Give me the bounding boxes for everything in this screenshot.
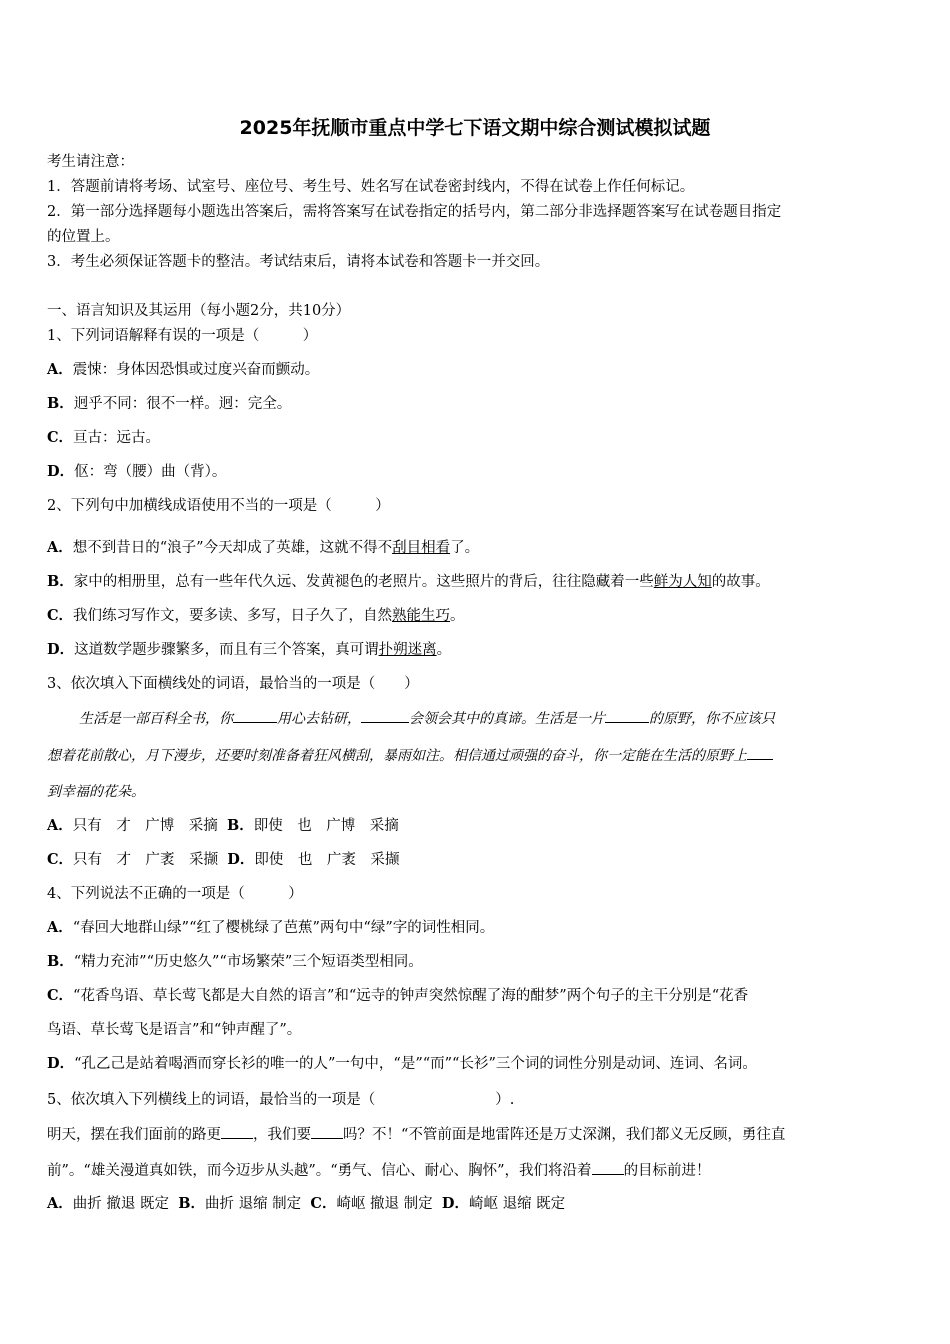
stem-text: ）.	[495, 1092, 515, 1108]
option-text: 。	[436, 642, 452, 658]
notice-item: 的位置上。	[47, 229, 120, 245]
option-letter: C．	[310, 1195, 337, 1212]
passage-line	[47, 1124, 785, 1145]
option-letter: D．	[441, 1195, 469, 1212]
option-text: 想不到昔日的“浪子”今天却成了英雄，这就不得不	[72, 540, 393, 556]
option-letter: C．	[47, 987, 74, 1004]
option-text: 家中的相册里，总有一些年代久远、发黄褪色的老照片。这些照片的背后，往往隐藏着一些	[73, 574, 654, 590]
option-letter: D．	[47, 463, 75, 480]
notice-item: 3．考生必须保证答题卡的整洁。考试结束后，请将本试卷和答题卡一并交回。	[47, 254, 550, 270]
underlined-idiom: 鲜为人知	[653, 574, 712, 590]
option-text: 崎岖 撤退 制定	[336, 1196, 433, 1212]
passage-text: 会领会其中的真谛。生活是一片	[409, 711, 605, 727]
option	[47, 606, 465, 626]
notice-item: 1．答题前请将考场、试室号、座位号、考生号、姓名写在试卷密封线内，不得在试卷上作任何标记。	[47, 179, 695, 195]
fill-blank	[311, 1124, 343, 1139]
fill-blank	[747, 745, 773, 760]
option-text: 崎岖 退缩 既定	[468, 1196, 566, 1212]
question-stem: 1、下列词语解释有误的一项是（ ）	[47, 328, 318, 344]
option-text: 只有 才 广博 采摘	[72, 818, 218, 834]
option-letter: B．	[47, 573, 74, 590]
option-letter: D．	[227, 851, 255, 868]
option-letter: D．	[47, 1055, 75, 1072]
option-text: 震悚：身体因恐惧或过度兴奋而颤动。	[72, 362, 320, 378]
fill-blank	[361, 708, 409, 723]
question-stem	[47, 1090, 514, 1110]
fill-blank	[605, 708, 649, 723]
option	[47, 538, 479, 558]
option	[47, 394, 291, 414]
passage-line	[47, 745, 773, 766]
passage-text: 的原野，你不应该只	[649, 711, 775, 727]
option-letter: D．	[47, 641, 75, 658]
option	[47, 640, 451, 660]
option	[47, 360, 319, 380]
passage-text: 想着花前散心，月下漫步，还要时刻准备着狂风横刮，暴雨如注。相信通过顽强的奋斗，你一定能在生活的原野上	[47, 748, 747, 764]
question-stem: 3、依次填入下面横线处的词语，最恰当的一项是（ ）	[47, 676, 419, 692]
option-text: 伛：弯（腰）曲（背）。	[74, 464, 227, 480]
option-text: “精力充沛”“历史悠久”“市场繁荣”三个短语类型相同。	[73, 954, 423, 970]
option-text: “花香鸟语、草长莺飞都是大自然的语言”和“远寺的钟声突然惊醒了海的酣梦”两个句子的主干分别是“花香	[73, 988, 749, 1004]
option-letter: C．	[47, 851, 74, 868]
notice-heading: 考生请注意：	[47, 154, 134, 170]
option-letter: A．	[47, 361, 73, 378]
question-stem: 2、下列句中加横线成语使用不当的一项是（ ）	[47, 498, 390, 514]
option	[47, 952, 423, 972]
option-letter: B．	[226, 817, 254, 834]
option-letter: C．	[47, 429, 74, 446]
option-text: 亘古：远古。	[73, 430, 161, 446]
passage-text: 明天，摆在我们面前的路更	[47, 1127, 221, 1143]
option-text: 即使 也 广博 采摘	[253, 818, 399, 834]
option	[47, 986, 748, 1006]
option-text: “春回大地群山绿”“红了樱桃绿了芭蕉”两句中“绿”字的词性相同。	[72, 920, 495, 936]
option-text: 这道数学题步骤繁多，而且有三个答案，真可谓	[74, 642, 379, 658]
passage-text: 吗？不！“不管前面是地雷阵还是万丈深渊，我们都义无反顾，勇往直	[343, 1127, 786, 1143]
option-text: 曲折 撤退 既定	[72, 1196, 169, 1212]
option-letter: C．	[47, 607, 74, 624]
option-text: 曲折 退缩 制定	[204, 1196, 302, 1212]
option-text: 了。	[450, 540, 480, 556]
passage-text: 的目标前进！	[623, 1163, 711, 1179]
notice-item: 2．第一部分选择题每小题选出答案后，需将答案写在试卷指定的括号内，第二部分非选择题答案写在试卷题目指定	[47, 204, 782, 220]
passage-line	[47, 1160, 711, 1181]
fill-blank	[221, 1124, 253, 1139]
option-letter: A．	[47, 817, 73, 834]
option-letter: A．	[47, 919, 73, 936]
option	[47, 918, 494, 938]
option-row	[47, 850, 399, 870]
option-text: 迥乎不同：很不一样。迥：完全。	[73, 396, 292, 412]
option	[47, 1054, 757, 1074]
option	[47, 428, 160, 448]
option-text: 的故事。	[711, 574, 770, 590]
section-heading: 一、语言知识及其运用（每小题2分，共10分）	[47, 303, 351, 319]
option-letter: A．	[47, 539, 73, 556]
stem-text: 5、依次填入下列横线上的词语，最恰当的一项是（	[47, 1092, 376, 1108]
passage-text: 生活是一部百科全书，你	[79, 711, 233, 727]
passage-line	[79, 708, 775, 729]
option-letter: B．	[178, 1195, 205, 1212]
option-text: 即使 也 广袤 采撷	[254, 852, 400, 868]
option-row	[47, 1194, 565, 1214]
option-text: “孔乙己是站着喝酒而穿长衫的唯一的人”一句中，“是”“而”“长衫”三个词的词性分别是动词、连词、名词。	[74, 1056, 757, 1072]
underlined-idiom: 扑朔迷离	[378, 642, 437, 658]
underlined-idiom: 刮目相看	[392, 540, 451, 556]
passage-text: 前”。“雄关漫道真如铁，而今迈步从头越”。“勇气、信心、耐心、胸怀”，我们将沿着	[47, 1163, 592, 1179]
passage-line: 到幸福的花朵。	[47, 784, 145, 800]
passage-text: ，我们要	[253, 1127, 311, 1143]
underlined-idiom: 熟能生巧	[392, 608, 451, 624]
option-letter: B．	[47, 395, 74, 412]
option	[47, 462, 226, 482]
option-text: 。	[450, 608, 465, 624]
option	[47, 572, 770, 592]
option-letter: A．	[47, 1195, 73, 1212]
option-text: 只有 才 广袤 采撷	[73, 852, 219, 868]
option-letter: B．	[47, 953, 74, 970]
fill-blank	[592, 1160, 624, 1175]
option-row	[47, 816, 399, 836]
question-stem: 4、下列说法不正确的一项是（ ）	[47, 886, 303, 902]
option-text: 我们练习写作文，要多读、多写，日子久了，自然	[73, 608, 393, 624]
page-title: 2025年抚顺市重点中学七下语文期中综合测试模拟试题	[239, 117, 711, 139]
option-continuation: 鸟语、草长莺飞是语言”和“钟声醒了”。	[47, 1022, 302, 1038]
passage-text: 用心去钻研，	[277, 711, 361, 727]
fill-blank	[233, 708, 277, 723]
